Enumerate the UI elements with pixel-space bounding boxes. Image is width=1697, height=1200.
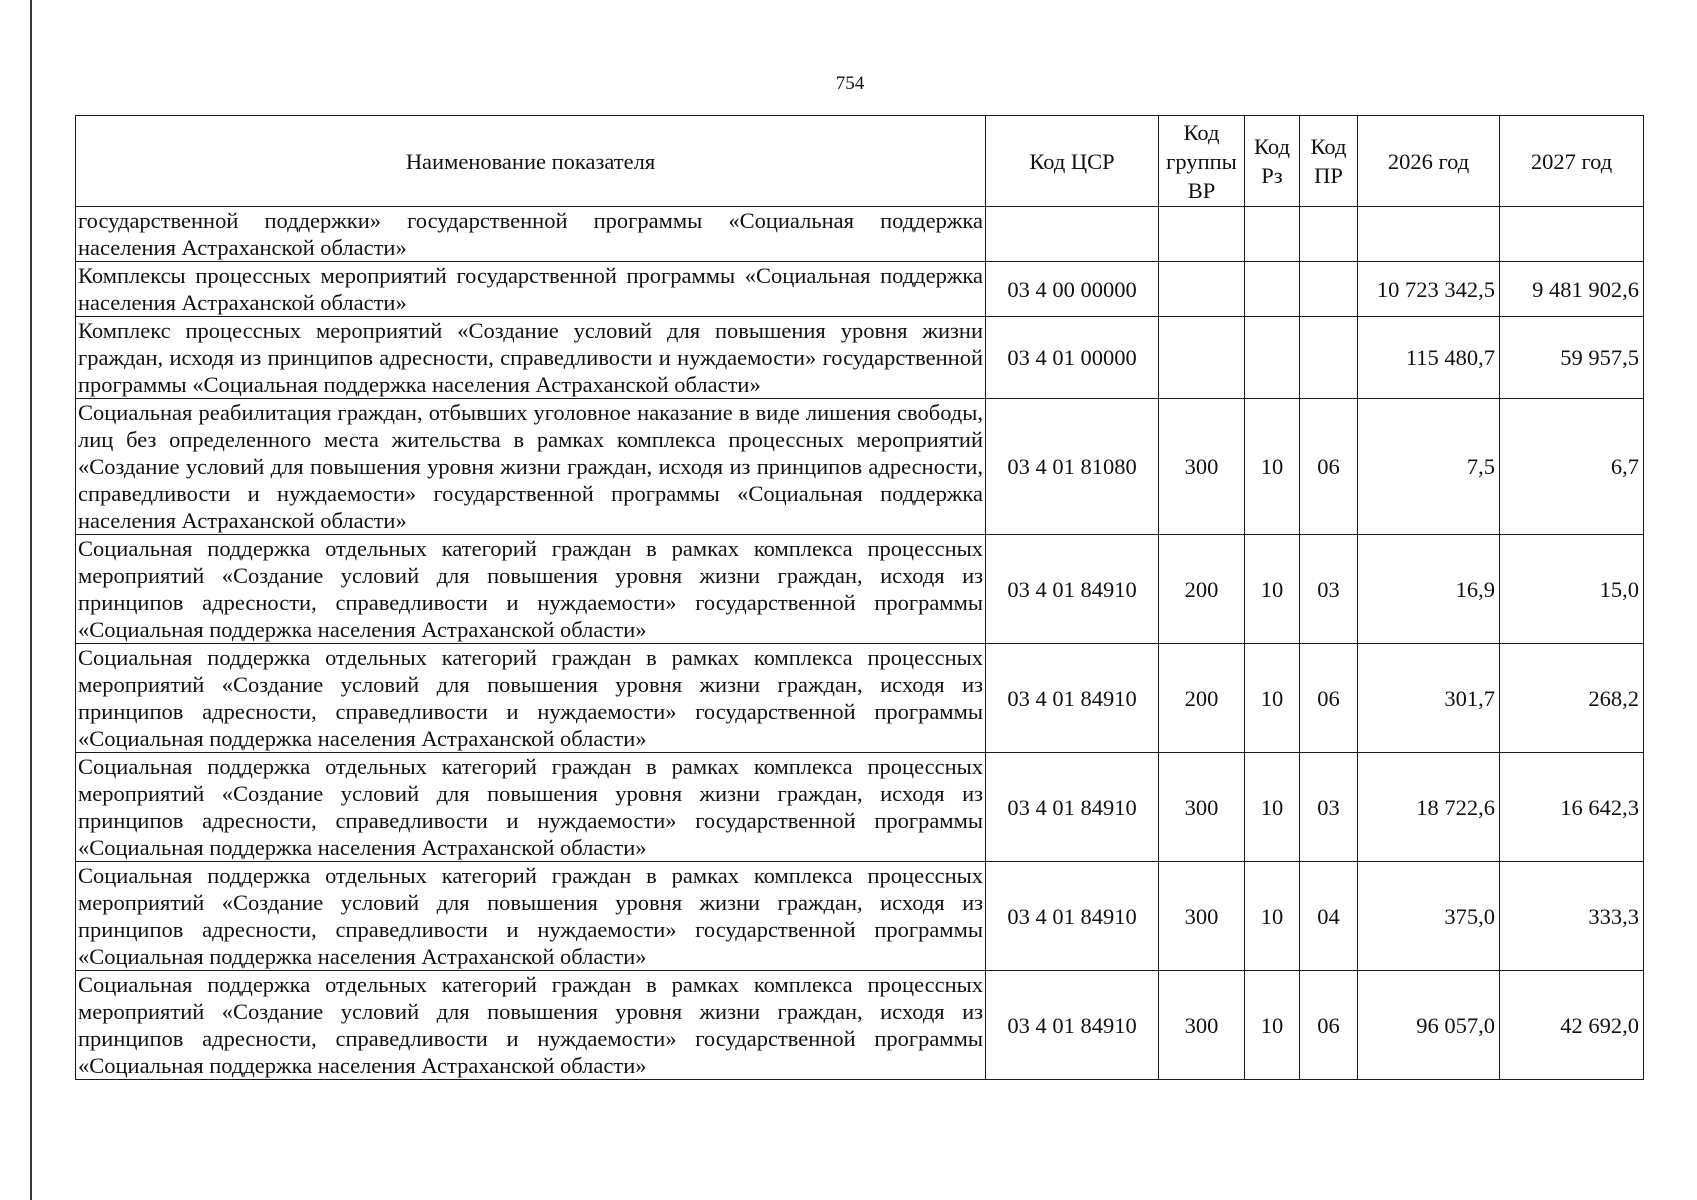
cell-year-2026: 10 723 342,5 xyxy=(1358,262,1500,317)
cell-year-2027: 16 642,3 xyxy=(1500,753,1644,862)
cell-pr-code: 03 xyxy=(1300,753,1358,862)
binding-edge-line xyxy=(30,0,32,1200)
cell-vr-code: 300 xyxy=(1159,971,1245,1080)
table-row xyxy=(76,862,1644,971)
header-year-2027: 2027 год xyxy=(1500,116,1644,207)
budget-table xyxy=(75,115,1644,1080)
cell-name: Социальная поддержка отдельных категорий граждан в рамках комплекса процессных мероприятий «Создание условий для повышения уровня жизни граждан, исходя из принципов адресности, справедливости и нуждаемости» государственной программы «Социальная поддержка населения Астраханской области» xyxy=(76,753,986,862)
cell-csr-code xyxy=(986,207,1159,262)
cell-pr-code: 06 xyxy=(1300,399,1358,535)
cell-year-2026: 115 480,7 xyxy=(1358,317,1500,399)
cell-pr-code xyxy=(1300,317,1358,399)
cell-csr-code: 03 4 01 84910 xyxy=(986,862,1159,971)
cell-csr-code: 03 4 00 00000 xyxy=(986,262,1159,317)
header-row xyxy=(76,116,1644,207)
table-row xyxy=(76,317,1644,399)
cell-pr-code xyxy=(1300,207,1358,262)
cell-name: государственной поддержки» государственной программы «Социальная поддержка населения Астраханской области» xyxy=(76,207,986,262)
cell-vr-code: 300 xyxy=(1159,753,1245,862)
cell-year-2027: 15,0 xyxy=(1500,535,1644,644)
cell-vr-code: 300 xyxy=(1159,399,1245,535)
table-row xyxy=(76,399,1644,535)
table-row xyxy=(76,262,1644,317)
cell-csr-code: 03 4 01 84910 xyxy=(986,644,1159,753)
cell-vr-code: 300 xyxy=(1159,862,1245,971)
header-year-2026: 2026 год xyxy=(1358,116,1500,207)
cell-rz-code: 10 xyxy=(1245,535,1300,644)
cell-year-2027: 59 957,5 xyxy=(1500,317,1644,399)
cell-pr-code xyxy=(1300,262,1358,317)
cell-year-2026: 16,9 xyxy=(1358,535,1500,644)
cell-year-2026: 7,5 xyxy=(1358,399,1500,535)
cell-vr-code: 200 xyxy=(1159,535,1245,644)
cell-name: Социальная реабилитация граждан, отбывших уголовное наказание в виде лишения свободы, лиц без определенного места жительства в рамках комплекса процессных мероприятий «Создание условий для повышения уровня жизни граждан, исходя из принципов адресности, справедливости и нуждаемости» государственной программы «Социальная поддержка населения Астраханской области» xyxy=(76,399,986,535)
cell-year-2027: 268,2 xyxy=(1500,644,1644,753)
cell-vr-code xyxy=(1159,262,1245,317)
cell-csr-code: 03 4 01 84910 xyxy=(986,971,1159,1080)
cell-year-2026: 301,7 xyxy=(1358,644,1500,753)
cell-rz-code: 10 xyxy=(1245,753,1300,862)
table-row xyxy=(76,971,1644,1080)
cell-csr-code: 03 4 01 84910 xyxy=(986,753,1159,862)
cell-vr-code: 200 xyxy=(1159,644,1245,753)
page-number: 754 xyxy=(835,73,865,94)
cell-rz-code: 10 xyxy=(1245,971,1300,1080)
table-header xyxy=(76,116,1644,207)
cell-year-2026: 96 057,0 xyxy=(1358,971,1500,1080)
cell-name: Социальная поддержка отдельных категорий граждан в рамках комплекса процессных мероприятий «Создание условий для повышения уровня жизни граждан, исходя из принципов адресности, справедливости и нуждаемости» государственной программы «Социальная поддержка населения Астраханской области» xyxy=(76,862,986,971)
cell-year-2026 xyxy=(1358,207,1500,262)
header-rz-code: Код Рз xyxy=(1245,116,1300,207)
header-vr-code: Код группы ВР xyxy=(1159,116,1245,207)
cell-vr-code xyxy=(1159,317,1245,399)
cell-rz-code xyxy=(1245,207,1300,262)
table-row xyxy=(76,753,1644,862)
cell-rz-code: 10 xyxy=(1245,399,1300,535)
cell-csr-code: 03 4 01 00000 xyxy=(986,317,1159,399)
table-row xyxy=(76,644,1644,753)
cell-name: Социальная поддержка отдельных категорий граждан в рамках комплекса процессных мероприятий «Создание условий для повышения уровня жизни граждан, исходя из принципов адресности, справедливости и нуждаемости» государственной программы «Социальная поддержка населения Астраханской области» xyxy=(76,971,986,1080)
cell-name: Социальная поддержка отдельных категорий граждан в рамках комплекса процессных мероприятий «Создание условий для повышения уровня жизни граждан, исходя из принципов адресности, справедливости и нуждаемости» государственной программы «Социальная поддержка населения Астраханской области» xyxy=(76,535,986,644)
cell-pr-code: 03 xyxy=(1300,535,1358,644)
cell-rz-code xyxy=(1245,262,1300,317)
table-row xyxy=(76,535,1644,644)
cell-rz-code xyxy=(1245,317,1300,399)
cell-csr-code: 03 4 01 81080 xyxy=(986,399,1159,535)
cell-year-2027 xyxy=(1500,207,1644,262)
table-body xyxy=(76,207,1644,1080)
cell-name: Комплексы процессных мероприятий государственной программы «Социальная поддержка населения Астраханской области» xyxy=(76,262,986,317)
cell-year-2027: 333,3 xyxy=(1500,862,1644,971)
cell-year-2027: 42 692,0 xyxy=(1500,971,1644,1080)
cell-rz-code: 10 xyxy=(1245,862,1300,971)
cell-rz-code: 10 xyxy=(1245,644,1300,753)
header-csr-code: Код ЦСР xyxy=(986,116,1159,207)
cell-name: Комплекс процессных мероприятий «Создание условий для повышения уровня жизни граждан, исходя из принципов адресности, справедливости и нуждаемости» государственной программы «Социальная поддержка населения Астраханской области» xyxy=(76,317,986,399)
header-pr-code: Код ПР xyxy=(1300,116,1358,207)
cell-year-2027: 6,7 xyxy=(1500,399,1644,535)
cell-pr-code: 04 xyxy=(1300,862,1358,971)
cell-csr-code: 03 4 01 84910 xyxy=(986,535,1159,644)
cell-name: Социальная поддержка отдельных категорий граждан в рамках комплекса процессных мероприятий «Создание условий для повышения уровня жизни граждан, исходя из принципов адресности, справедливости и нуждаемости» государственной программы «Социальная поддержка населения Астраханской области» xyxy=(76,644,986,753)
cell-pr-code: 06 xyxy=(1300,644,1358,753)
cell-vr-code xyxy=(1159,207,1245,262)
cell-year-2026: 18 722,6 xyxy=(1358,753,1500,862)
header-name: Наименование показателя xyxy=(76,116,986,207)
cell-pr-code: 06 xyxy=(1300,971,1358,1080)
cell-year-2027: 9 481 902,6 xyxy=(1500,262,1644,317)
table-row xyxy=(76,207,1644,262)
cell-year-2026: 375,0 xyxy=(1358,862,1500,971)
